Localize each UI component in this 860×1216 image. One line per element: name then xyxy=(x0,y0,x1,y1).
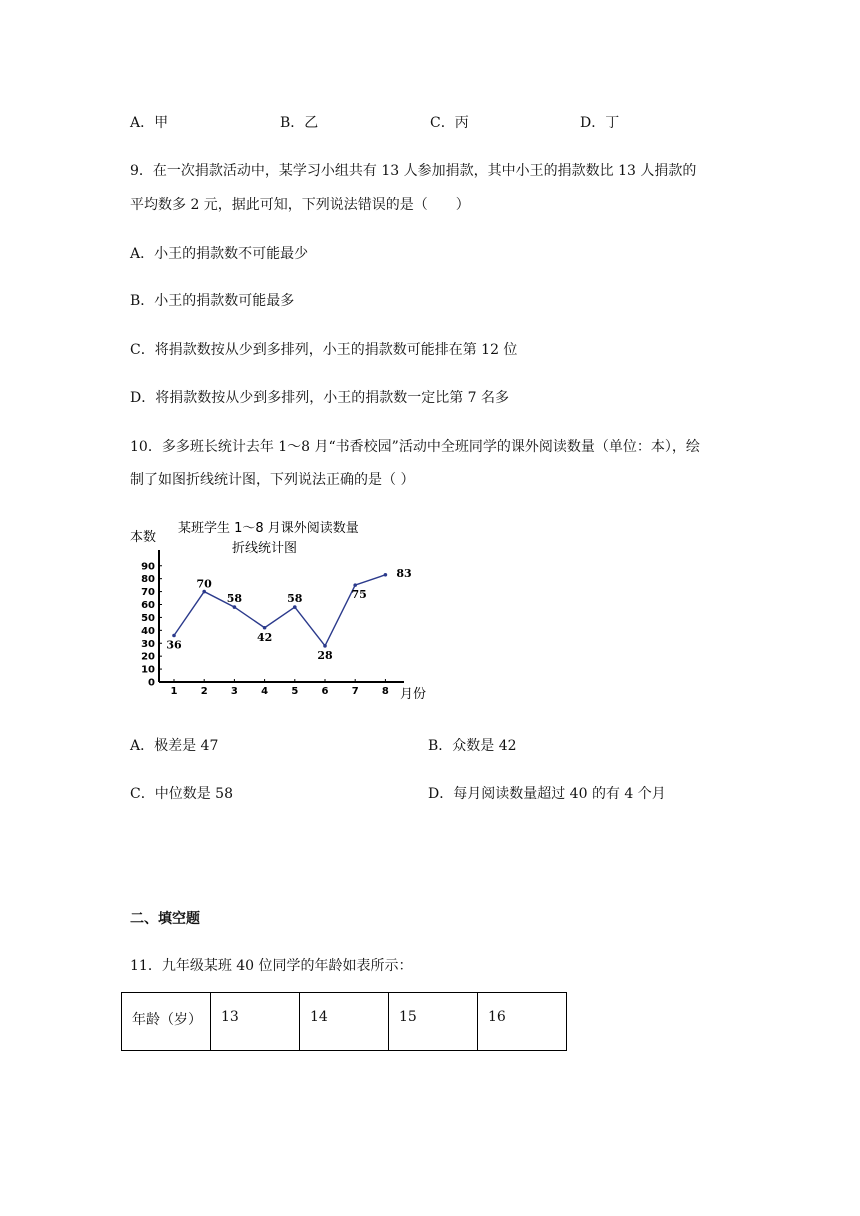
reading-line-chart xyxy=(128,516,438,704)
data-label: 42 xyxy=(256,630,273,644)
table-cell: 16 xyxy=(478,993,567,1051)
y-tick-label: 60 xyxy=(141,600,155,611)
q9-option-a: A．小王的捐款数不可能最少 xyxy=(130,246,309,262)
y-tick-label: 20 xyxy=(141,651,155,663)
q8-option-c: C．丙 xyxy=(430,115,469,131)
q9-option-c: C．将捐款数按从少到多排列，小王的捐款数可能排在第 12 位 xyxy=(130,342,518,358)
q10-stem-line1: 10．多多班长统计去年 1～8 月“书香校园”活动中全班同学的课外阅读数量（单位：本），绘 xyxy=(130,439,700,455)
data-point xyxy=(323,644,327,648)
chart-x-axis-label: 月份 xyxy=(400,687,427,702)
y-tick-label: 70 xyxy=(141,587,155,599)
data-label: 58 xyxy=(287,592,303,606)
q9-option-b: B．小王的捐款数可能最多 xyxy=(130,293,295,309)
table-cell: 15 xyxy=(389,993,478,1051)
y-tick-label: 0 xyxy=(148,677,155,689)
table-cell: 14 xyxy=(300,993,389,1051)
x-tick-label: 8 xyxy=(381,686,389,697)
q8-option-b: B．乙 xyxy=(280,115,319,131)
x-tick-label: 6 xyxy=(321,686,329,697)
x-tick-label: 3 xyxy=(230,686,238,697)
table-header-cell: 年龄（岁） xyxy=(122,993,211,1051)
y-tick-label: 40 xyxy=(141,625,155,637)
data-point xyxy=(384,573,388,577)
x-tick-label: 2 xyxy=(200,686,208,697)
y-tick-label: 90 xyxy=(141,561,155,573)
chart-title-line2: 折线统计图 xyxy=(232,541,298,556)
x-tick-label: 5 xyxy=(291,686,299,697)
q10-option-d: D．每月阅读数量超过 40 的有 4 个月 xyxy=(428,786,666,802)
q9-stem-line1: 9．在一次捐款活动中，某学习小组共有 13 人参加捐款，其中小王的捐款数比 13 人捐款的 xyxy=(130,163,697,179)
data-label: 28 xyxy=(317,648,333,662)
data-point xyxy=(263,626,267,630)
y-tick-label: 10 xyxy=(141,664,155,676)
q10-option-b: B．众数是 42 xyxy=(428,738,517,754)
q10-option-c: C．中位数是 58 xyxy=(130,786,233,802)
x-tick-label: 4 xyxy=(261,686,269,697)
table-row xyxy=(122,993,567,1051)
q10-stem-line2: 制了如图折线统计图，下列说法正确的是（ ） xyxy=(130,472,415,488)
q11-stem: 11．九年级某班 40 位同学的年龄如表所示： xyxy=(130,958,413,974)
data-label: 58 xyxy=(226,592,243,606)
age-table xyxy=(121,992,567,1051)
data-label: 70 xyxy=(196,577,212,591)
y-tick-label: 50 xyxy=(141,612,155,624)
y-tick-label: 30 xyxy=(141,638,155,650)
x-tick-label: 7 xyxy=(351,686,359,697)
data-point xyxy=(172,634,176,638)
x-tick-label: 1 xyxy=(170,686,178,697)
q9-stem-line2: 平均数多 2 元，据此可知，下列说法错误的是（ ） xyxy=(130,197,470,213)
data-label: 36 xyxy=(166,638,182,652)
data-label: 83 xyxy=(396,566,412,580)
q8-option-d: D．丁 xyxy=(580,115,620,131)
q10-option-a: A．极差是 47 xyxy=(130,738,219,754)
table-cell: 13 xyxy=(211,993,300,1051)
data-point xyxy=(293,605,297,609)
data-point xyxy=(353,583,357,587)
chart-title-line1: 某班学生 1～8 月课外阅读数量 xyxy=(178,521,359,536)
q8-option-a: A．甲 xyxy=(130,115,169,131)
data-label: 75 xyxy=(351,588,367,602)
y-tick-label: 80 xyxy=(141,574,155,586)
q9-option-d: D．将捐款数按从少到多排列，小王的捐款数一定比第 7 名多 xyxy=(130,390,510,406)
section-title: 二、填空题 xyxy=(130,911,200,927)
data-point xyxy=(233,605,237,609)
chart-y-axis-label: 本数 xyxy=(130,530,157,545)
